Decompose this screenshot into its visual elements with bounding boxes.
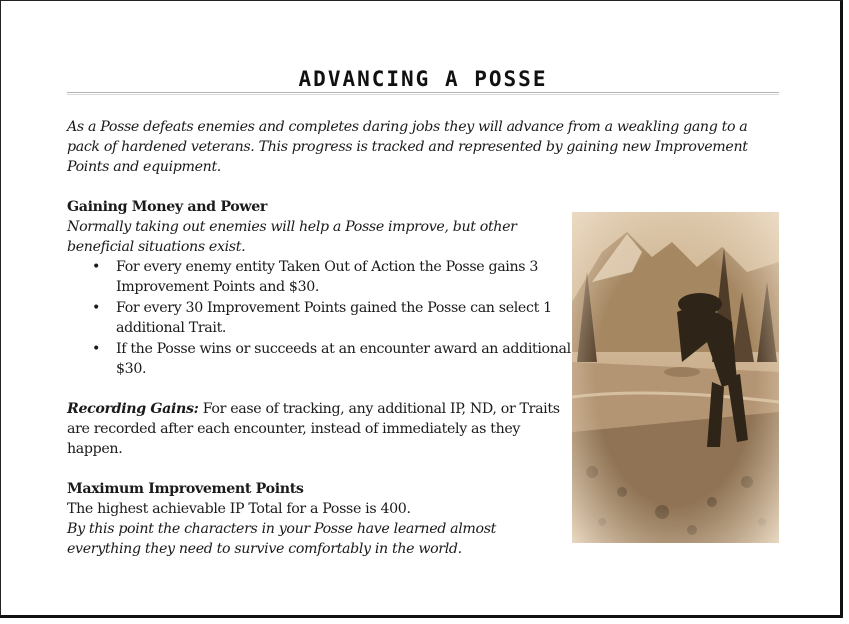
max-ip-heading: Maximum Improvement Points — [67, 481, 304, 497]
bullet-icon: • — [92, 300, 101, 316]
list-item — [92, 298, 577, 338]
money-power-heading: Gaining Money and Power — [67, 199, 268, 215]
bullet-text: For every enemy entity Taken Out of Action the Posse gains 3 Improvement Points and $30. — [116, 259, 539, 295]
money-power-bullet-list — [67, 257, 577, 379]
recording-gains-label: Recording Gains: — [67, 401, 199, 417]
bullet-text: For every 30 Improvement Points gained the Posse can select 1 additional Trait. — [116, 300, 552, 336]
money-power-section — [67, 197, 577, 380]
intro-paragraph: As a Posse defeats enemies and completes daring jobs they will advance from a weakling gang to a pack of hardened veterans. This progress is tracked and represented by gaining new Improvement Points and equipment. — [67, 119, 748, 175]
list-item — [92, 339, 577, 379]
prospector-photo-illustration — [572, 212, 779, 543]
recording-gains-paragraph — [67, 399, 577, 459]
bullet-text: If the Posse wins or succeeds at an encounter award an additional $30. — [116, 341, 571, 377]
max-ip-italic-line-1: By this point the characters in your Posse have learned almost — [67, 521, 497, 537]
title-divider — [67, 92, 779, 95]
recording-gains-text: For ease of tracking, any additional IP, ND, or Traits are recorded after each encounter, instead of immediately as they happen. — [67, 401, 560, 457]
max-ip-line: The highest achievable IP Total for a Posse is 400. — [67, 501, 411, 517]
max-ip-section — [67, 479, 577, 559]
page-title: ADVANCING A POSSE — [298, 67, 548, 91]
bullet-icon: • — [92, 341, 101, 357]
max-ip-italic-line-2: everything they need to survive comfortably in the world. — [67, 541, 462, 557]
money-power-subtitle-line-2: beneficial situations exist. — [67, 239, 246, 255]
prospector-photo — [572, 212, 779, 543]
list-item — [92, 257, 577, 297]
bullet-icon: • — [92, 259, 101, 275]
money-power-subtitle-line-1: Normally taking out enemies will help a Posse improve, but other — [67, 219, 517, 235]
recording-gains-section — [67, 399, 577, 459]
